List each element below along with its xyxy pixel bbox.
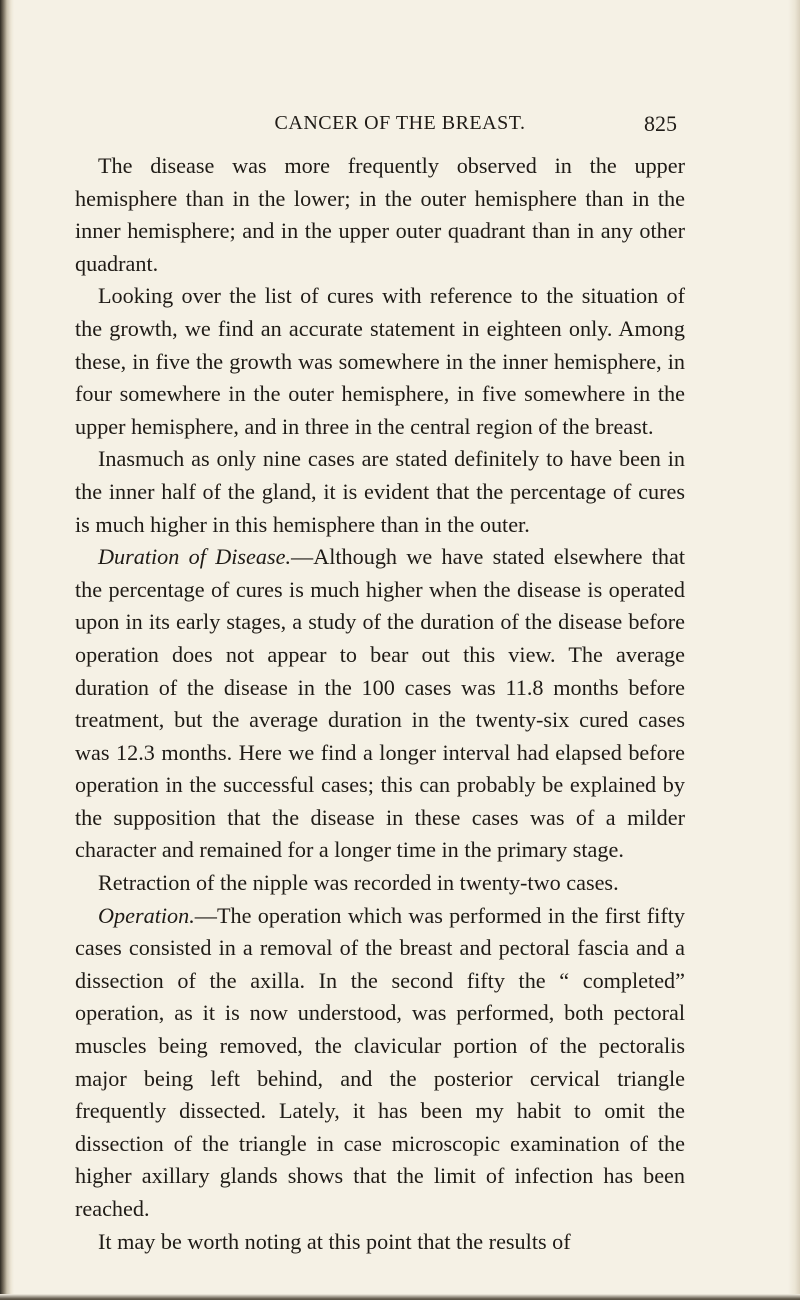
page-title: CANCER OF THE BREAST. [274, 112, 526, 134]
paragraph [75, 280, 685, 443]
page-number: 825 [644, 111, 677, 136]
paragraph-text: —Although we have stated elsewhere that the percentage of cures is much higher when the disease is operated upon in its early stages, a study of the duration of the disease before operation does not appear to bear out this view. The average duration of the disease in the 100 cases was 11.8 months before treatment, but the average duration in the twenty-six cured cases was 12.3 months. Here we find a longer interval had elapsed before operation in the successful cases; this can probably be explained by the supposition that the disease in these cases was of a milder character and remained for a longer time in the primary stage. [75, 544, 685, 863]
paragraph [75, 867, 685, 900]
paragraph [75, 150, 685, 280]
paragraph-text: The disease was more frequently observed in the upper hemisphere than in the lower; in the outer hemisphere than in the inner hemisphere; and in the upper outer quadrant than in any other quadrant. [75, 153, 685, 276]
paragraph-text: Looking over the list of cures with reference to the situation of the growth, we find an accurate statement in eighteen only. Among these, in five the growth was somewhere in the inner hemisphere, in four somewhere in the outer hemisphere, in five somewhere in the upper hemisphere, and in three in the central region of the breast. [75, 283, 685, 439]
paragraph-text: —The operation which was performed in the first fifty cases consisted in a removal of the breast and pectoral fascia and a dissection of the axilla. In the second fifty the “ completed” operation, as it is now understood, was performed, both pectoral muscles being removed, the clavicular portion of the pectoralis major being left behind, and the posterior cervical triangle frequently dissected. Lately, it has been my habit to omit the dissection of the triangle in case microscopic examination of the higher axillary glands shows that the limit of infection has been reached. [75, 902, 685, 1221]
page-edge-shadow [788, 0, 800, 1300]
paragraph [75, 541, 685, 867]
paragraph-text: Inasmuch as only nine cases are stated definitely to have been in the inner half of the gland, it is evident that the percentage of cures is much higher in this hemisphere than in the outer. [75, 446, 685, 537]
section-lead-in: Operation. [98, 902, 195, 928]
body-text [75, 150, 685, 1258]
running-head [0, 106, 800, 146]
paragraph-text: Retraction of the nipple was recorded in twenty-two cases. [98, 870, 619, 896]
book-gutter-shadow [0, 0, 14, 1300]
paragraph [75, 443, 685, 541]
section-lead-in: Duration of Disease. [98, 544, 292, 570]
paragraph [75, 900, 685, 1226]
paragraph [75, 1226, 685, 1259]
page-bottom-edge [0, 1294, 800, 1300]
paragraph-text: It may be worth noting at this point that the results of [98, 1228, 571, 1254]
